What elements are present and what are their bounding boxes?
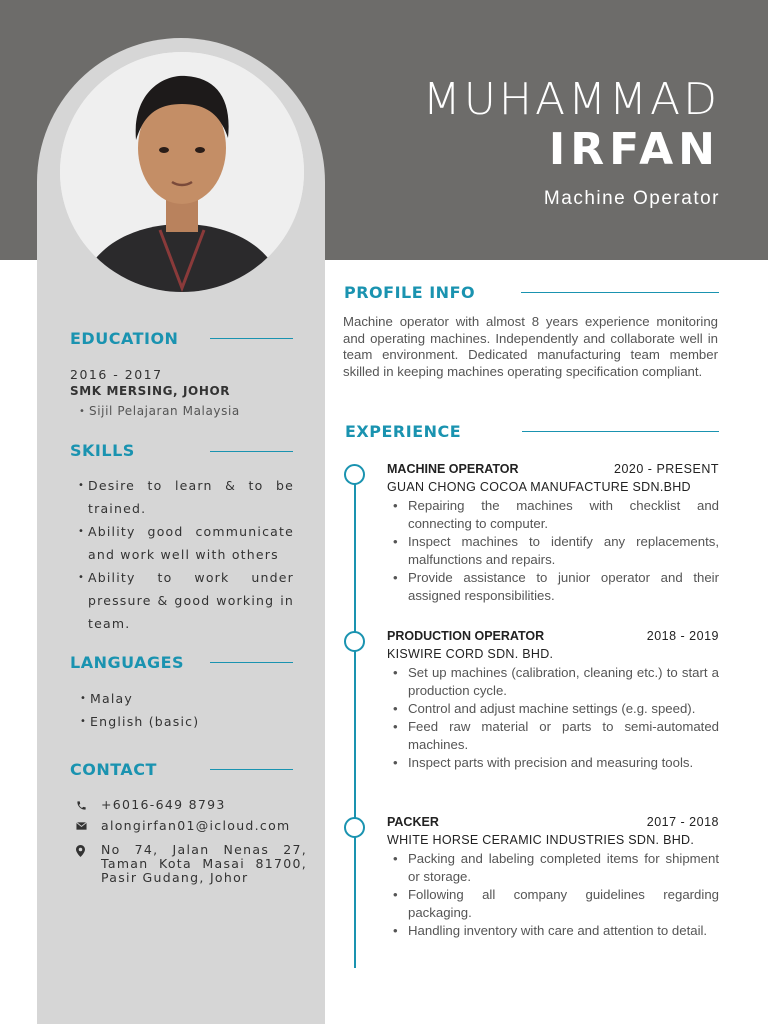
profile-divider (521, 292, 719, 293)
portrait-image (60, 52, 304, 292)
languages-heading: LANGUAGES (70, 653, 185, 672)
email-icon (76, 819, 101, 831)
job-company: KISWIRE CORD SDN. BHD. (387, 647, 554, 661)
language-item: • English (basic) (76, 710, 199, 733)
job-duty: • Inspect parts with precision and measuring tools. (387, 754, 719, 772)
job-duty: • Packing and labeling completed items for shipment or storage. (387, 850, 719, 886)
job-date: 2018 - 2019 (646, 629, 719, 643)
job-duty: • Handling inventory with care and attention to detail. (387, 922, 719, 940)
profile-heading: PROFILE INFO (344, 283, 476, 302)
profile-summary: Machine operator with almost 8 years experience monitoring and operating machines. Independently and collaborate well in team environment. Dedicated manufacturing team member skilled in keeping machines operating specification compliant. (343, 314, 718, 379)
job-duty: • Following all company guidelines regarding packaging. (387, 886, 719, 922)
skill-item: • Ability to work under pressure & good working in team. (74, 566, 294, 635)
contact-phone[interactable]: +6016-649 8793 (101, 797, 226, 812)
job-duty: • Control and adjust machine settings (e.g. speed). (387, 700, 719, 718)
education-heading: EDUCATION (70, 329, 179, 348)
education-list (75, 400, 240, 423)
timeline-line (354, 472, 356, 968)
languages-list (76, 687, 199, 733)
skills-list (74, 474, 294, 635)
experience-divider (522, 431, 719, 432)
skills-heading: SKILLS (70, 441, 135, 460)
skill-item: • Desire to learn & to be trained. (74, 474, 294, 520)
phone-icon (76, 798, 101, 811)
contact-email[interactable]: alongirfan01@icloud.com (101, 818, 291, 833)
job-entry (387, 815, 719, 940)
job-role: MACHINE OPERATOR (387, 462, 519, 476)
location-pin-icon (76, 843, 101, 857)
job-duties (387, 664, 719, 772)
job-header (387, 462, 719, 476)
contact-heading: CONTACT (70, 760, 157, 779)
job-header (387, 815, 719, 829)
address-line: Taman Kota Masai 81700, (101, 856, 307, 871)
contact-divider (210, 769, 293, 770)
contact-phone-row (76, 798, 226, 812)
timeline-dot (344, 817, 365, 838)
job-role: PACKER (387, 815, 439, 829)
job-entry (387, 462, 719, 605)
job-date: 2017 - 2018 (646, 815, 719, 829)
job-company: WHITE HORSE CERAMIC INDUSTRIES SDN. BHD. (387, 833, 695, 847)
profile-photo (60, 52, 304, 292)
job-role: PRODUCTION OPERATOR (387, 629, 545, 643)
name-first: MUHAMMAD (422, 74, 720, 125)
education-divider (210, 338, 293, 339)
skills-divider (210, 451, 293, 452)
job-duty: • Repairing the machines with checklist and connecting to computer. (387, 497, 719, 533)
contact-address (101, 843, 307, 885)
job-duty: • Set up machines (calibration, cleaning etc.) to start a production cycle. (387, 664, 719, 700)
experience-heading: EXPERIENCE (345, 422, 462, 441)
contact-address-row (76, 843, 307, 885)
job-title: Machine Operator (543, 188, 720, 209)
timeline-dot (344, 464, 365, 485)
language-item: • Malay (76, 687, 199, 710)
languages-divider (210, 662, 293, 663)
job-company: GUAN CHONG COCOA MANUFACTURE SDN.BHD (387, 480, 691, 494)
timeline-dot (344, 631, 365, 652)
education-school: SMK MERSING, JOHOR (70, 384, 231, 398)
education-item: • Sijil Pelajaran Malaysia (75, 400, 240, 423)
job-entry (387, 629, 719, 772)
address-line: Pasir Gudang, Johor (101, 870, 249, 885)
name-last: IRFAN (548, 124, 720, 175)
job-duties (387, 497, 719, 605)
job-duty: • Inspect machines to identify any replacements, malfunctions and repairs. (387, 533, 719, 569)
job-header (387, 629, 719, 643)
education-years: 2016 - 2017 (70, 367, 163, 382)
address-line: No 74, Jalan Nenas 27, (101, 842, 307, 857)
skill-item: • Ability good communicate and work well with others (74, 520, 294, 566)
job-date: 2020 - PRESENT (614, 462, 719, 476)
contact-email-row (76, 819, 291, 833)
job-duty: • Feed raw material or parts to semi-automated machines. (387, 718, 719, 754)
job-duty: • Provide assistance to junior operator and their assigned responsibilities. (387, 569, 719, 605)
job-duties (387, 850, 719, 940)
